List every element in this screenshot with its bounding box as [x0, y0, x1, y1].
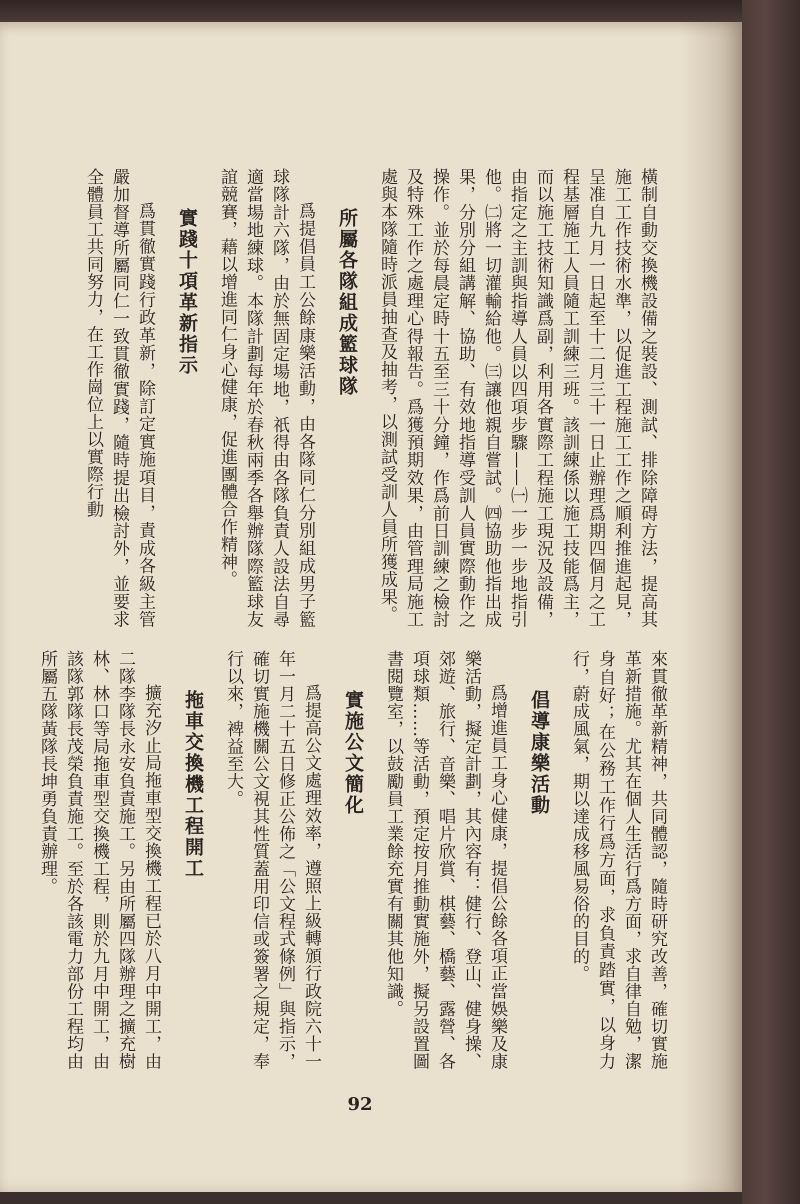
heading-reform: 實踐十項革新指示 [176, 208, 198, 376]
heading-basketball: 所屬各隊組成籃球隊 [336, 208, 358, 397]
heading-document-simplification: 實施公文簡化 [342, 690, 364, 816]
paragraph-reform: 爲貫徹實踐行政革新，除訂定實施項目，責成各級主管嚴加督導所屬同仁一致貫徹實踐，隨時提出檢討外，並要求全體員工共同努力，在工作崗位上以實際行動 [83, 168, 155, 628]
paragraph-basketball: 爲提倡員工公餘康樂活動，由各隊同仁分別組成男子籃球隊計六隊，由於無固定場地，祇得由各隊負責人設法自尋適當場地練球。本隊計劃每年於春秋兩季各舉辦隊際籃球友誼競賽，藉以增進同仁身心健康，促進團體合作精神。 [217, 168, 315, 628]
heading-recreation: 倡導康樂活動 [528, 690, 550, 816]
paragraph-trailer-exchange: 擴充汐止局拖車型交換機工程已於八月中開工，由二隊李隊長永安負責施工。另由所屬四隊辦理之擴充樹林、林口等局拖車型交換機工程，則於九月中開工，由該隊郭隊長茂榮負責施工。至於各該電力部份工程均由所屬五隊黃隊長坤勇負責辦理。 [37, 650, 161, 1070]
text-band-bottom [37, 650, 670, 1070]
text-band-top [83, 168, 660, 628]
page-number: 92 [347, 1094, 373, 1115]
paragraph-document-simplification: 爲提高公文處理效率，遵照上級轉頒行政院六十一年一月二十五日修正公佈之「公文程式條例」與指示，確切實施機關公文視其性質蓋用印信或簽署之規定，奉行以來，裨益至大。 [223, 650, 321, 1070]
paragraph-recreation: 爲增進員工身心健康，提倡公餘各項正當娛樂及康樂活動，擬定計劃，其內容有：健行、登山、健身操、郊遊、旅行、音樂、唱片欣賞、棋藝、橋藝、露營、各項球類……等活動，預定按月推動實施外，擬另設置圖書閱覽室，以鼓勵員工業餘充實有關其他知識。 [383, 650, 507, 1070]
paragraph-reform-continued: 來貫徹革新精神，共同體認，隨時研究改善，確切實施革新措施。尤其在個人生活行爲方面，求自律自勉，潔身自好；在公務工作行爲方面，求負責踏實，以身力行，蔚成風氣，期以達成移風易俗的目的。 [569, 650, 667, 1070]
book-top-edge [0, 0, 800, 22]
page-gutter-shadow [680, 22, 742, 1192]
paragraph-training: 橫制自動交換機設備之裝設、測試、排除障碍方法，提高其施工工作技術水準，以促進工程施工工作之順利推進起見，呈准自九月一日起至十二月三十一日止辦理爲期四個月之工程基層施工人員隨工訓練三班。該訓練係以施工技能爲主，而以施工技術知識爲副，利用各實際工程施工現況及設備，由指定之主訓與指導人員以四項步驟——㈠一步一步地指引他。㈡將一切灌輸給他。㈢讓他親自嘗試。㈣協助他指出成果，分別分組講解、協助、有效地指導受訓人員實際動作之操作。並於每晨定時十五至三十分鐘，作爲前日訓練之檢討及特殊工作之處理心得報告。爲獲預期效果，由管理局施工處與本隊隨時派員抽查及抽考，以測試受訓人員所獲成果。 [377, 168, 657, 628]
book-cover-edge [742, 0, 800, 1204]
heading-trailer-exchange: 拖車交換機工程開工 [182, 690, 204, 879]
